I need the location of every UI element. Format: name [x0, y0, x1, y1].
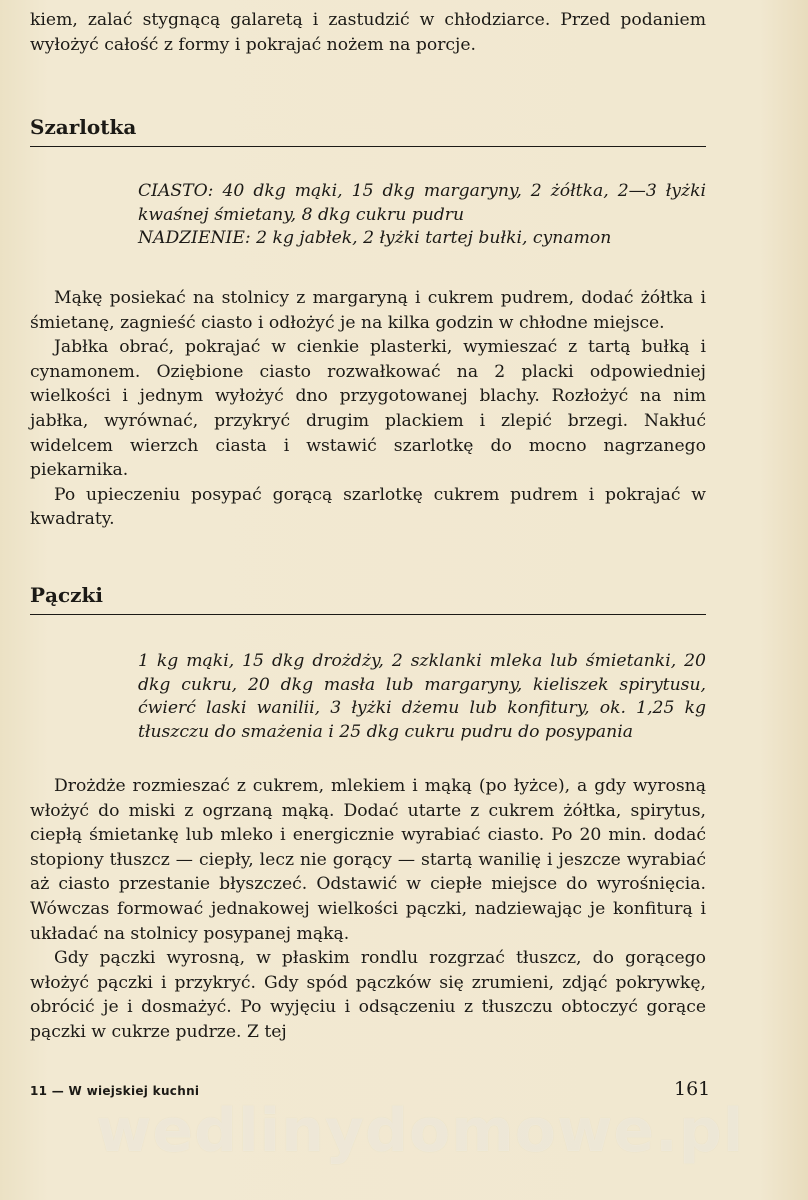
- instruction-paragraph: Jabłka obrać, pokrajać w cienkie plasterki, wymieszać z tartą bułką i cynamonem. Oziębione ciasto rozwałkować na 2 placki odpowiedniej wielkości i jednym wyłożyć dno przygotowanej blachy. Rozłożyć na nim jabłka, wyrównać, przykryć drugim plackiem i zlepić brzegi. Nakłuć widelcem wierzch ciasta i wstawić szarlotkę do mocno nagrzanego piekarnika.: [30, 337, 706, 481]
- instruction-paragraph: Mąkę posiekać na stolnicy z margaryną i cukrem pudrem, dodać żółtka i śmietanę, zagnieść ciasto i odłożyć je na kilka godzin w chłodne miejsce.: [30, 288, 706, 333]
- instructions-paczki: [30, 774, 706, 1045]
- instructions-szarlotka: [30, 286, 706, 532]
- intro-text: kiem, zalać stygnącą galaretą i zastudzić w chłodziarce. Przed podaniem wyłożyć całość z formy i pokrajać nożem na porcje.: [30, 10, 706, 55]
- chapter-footer: 11 — W wiejskiej kuchni: [30, 1084, 200, 1098]
- recipe-title-szarlotka: Szarlotka: [30, 114, 706, 147]
- page-number: 161: [674, 1078, 711, 1100]
- ingredients-filling: NADZIENIE: 2 kg jabłek, 2 łyżki tartej bułki, cynamon: [138, 228, 612, 249]
- instruction-paragraph: Drożdże rozmieszać z cukrem, mlekiem i mąką (po łyżce), a gdy wyrosną włożyć do miski z ogrzaną mąką. Dodać utarte z cukrem żółtka, spirytus, ciepłą śmietankę lub mleko i energicznie wyrabiać ciasto. Po 20 min. dodać stopiony tłuszcz — ciepły, lecz nie gorący — startą wanilię i jeszcze wyrabiać aż ciasto przestanie błyszczeć. Odstawić w ciepłe miejsce do wyrośnięcia. Wówczas formować jednakowej wielkości pączki, nadziewając je konfiturą i układać na stolnicy posypanej mąką.: [30, 776, 706, 944]
- recipe-title-paczki: Pączki: [30, 582, 706, 615]
- ingredients-paczki: [138, 650, 706, 744]
- ingredients-szarlotka: [138, 180, 706, 251]
- watermark: wedlinydomowe.pl: [96, 1096, 745, 1166]
- ingredients-dough: CIASTO: 40 dkg mąki, 15 dkg margaryny, 2 żółtka, 2—3 łyżki kwaśnej śmietany, 8 dkg cukru pudru: [138, 181, 706, 225]
- intro-paragraph: [30, 8, 706, 57]
- instruction-paragraph: Po upieczeniu posypać gorącą szarlotkę cukrem pudrem i pokrajać w kwadraty.: [30, 484, 706, 530]
- instruction-paragraph: Gdy pączki wyrosną, w płaskim rondlu rozgrzać tłuszcz, do gorącego włożyć pączki i przykryć. Gdy spód pączków się zrumieni, zdjąć pokrywkę, obrócić je i dosmażyć. Po wyjęciu i odsączeniu z tłuszczu obtoczyć gorące pączki w cukrze pudrze. Z tej: [30, 948, 706, 1042]
- ingredients-list: 1 kg mąki, 15 dkg drożdży, 2 szklanki mleka lub śmietanki, 20 dkg cukru, 20 dkg masła lub margaryny, kieliszek spirytusu, ćwierć laski wanilii, 3 łyżki dżemu lub konfitury, ok. 1,25 kg tłuszczu do smażenia i 25 dkg cukru pudru do posypania: [138, 651, 706, 742]
